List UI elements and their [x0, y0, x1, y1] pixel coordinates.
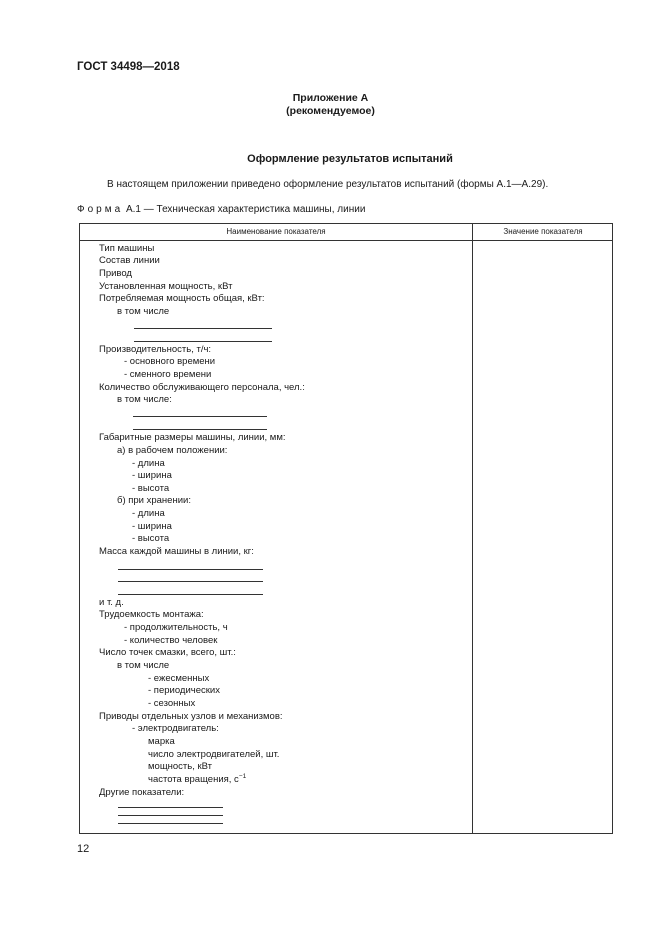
table-row: - основного времени [124, 356, 216, 367]
table-row: в том числе: [117, 394, 172, 405]
table-row: Установленная мощность, кВт [99, 281, 233, 292]
standard-designation: ГОСТ 34498—2018 [77, 61, 180, 73]
table-row: Другие показатели: [99, 787, 185, 798]
blank-line [134, 328, 272, 329]
table-row: в том числе [117, 306, 170, 317]
table-row: Потребляемая мощность общая, кВт: [99, 293, 265, 304]
table-row [148, 774, 246, 785]
table-row: Габаритные размеры машины, линии, мм: [99, 432, 286, 443]
header-indicator-name: Наименование показателя [226, 227, 326, 236]
table-row: - продолжительность, ч [124, 622, 228, 633]
form-caption [77, 204, 365, 215]
blank-line [133, 416, 267, 417]
table-row: - периодических [148, 685, 220, 696]
blank-line [133, 429, 267, 430]
table-row: Производительность, т/ч: [99, 344, 212, 355]
table-row: - ежесменных [148, 673, 210, 684]
table-row: Количество обслуживающего персонала, чел.: [99, 382, 305, 393]
blank-line [134, 341, 272, 342]
table-row: в том числе [117, 660, 170, 671]
appendix-subtitle: (рекомендуемое) [286, 105, 375, 117]
table-row: Состав линии [99, 255, 160, 266]
table-row: - длина [132, 508, 165, 519]
header-indicator-value: Значение показателя [503, 227, 583, 236]
table-row: - длина [132, 458, 165, 469]
table-row: - ширина [132, 470, 172, 481]
table-row: - сезонных [148, 698, 196, 709]
table-row: и т. д. [99, 597, 124, 608]
table-row: Масса каждой машины в линии, кг: [99, 546, 254, 557]
section-title: Оформление результатов испытаний [247, 153, 453, 165]
table-row: а) в рабочем положении: [117, 445, 228, 456]
intro-paragraph: В настоящем приложении приведено оформление результатов испытаний (формы А.1—А.29). [107, 179, 549, 190]
rotation-frequency-label: частота вращения, с [148, 774, 239, 785]
blank-line [118, 815, 223, 816]
table-row: Трудоемкость монтажа: [99, 609, 204, 620]
blank-line [118, 569, 263, 570]
rotation-exponent: −1 [238, 773, 247, 780]
table-row: марка [148, 736, 175, 747]
blank-line [118, 823, 223, 824]
appendix-title: Приложение А [292, 92, 369, 104]
blank-line [118, 581, 263, 582]
table-row: - количество человек [124, 635, 218, 646]
blank-line [118, 594, 263, 595]
table-row: - сменного времени [124, 369, 212, 380]
column-divider [472, 224, 473, 833]
table-row: б) при хранении: [117, 495, 191, 506]
table-row: - ширина [132, 521, 172, 532]
table-row: - высота [132, 483, 170, 494]
table-row: число электродвигателей, шт. [148, 749, 280, 760]
form-label: Форма [77, 204, 124, 215]
characteristics-table [79, 223, 613, 834]
table-row: Тип машины [99, 243, 155, 254]
table-row: - высота [132, 533, 170, 544]
form-number: А.1 [125, 204, 141, 215]
table-row: мощность, кВт [148, 761, 213, 772]
blank-line [118, 807, 223, 808]
table-row: Привод [99, 268, 132, 279]
table-row: - электродвигатель: [132, 723, 219, 734]
page-number: 12 [77, 843, 90, 855]
form-title: — Техническая характеристика машины, линии [143, 204, 366, 215]
table-row: Число точек смазки, всего, шт.: [99, 647, 236, 658]
table-row: Приводы отдельных узлов и механизмов: [99, 711, 283, 722]
header-divider [80, 240, 612, 241]
